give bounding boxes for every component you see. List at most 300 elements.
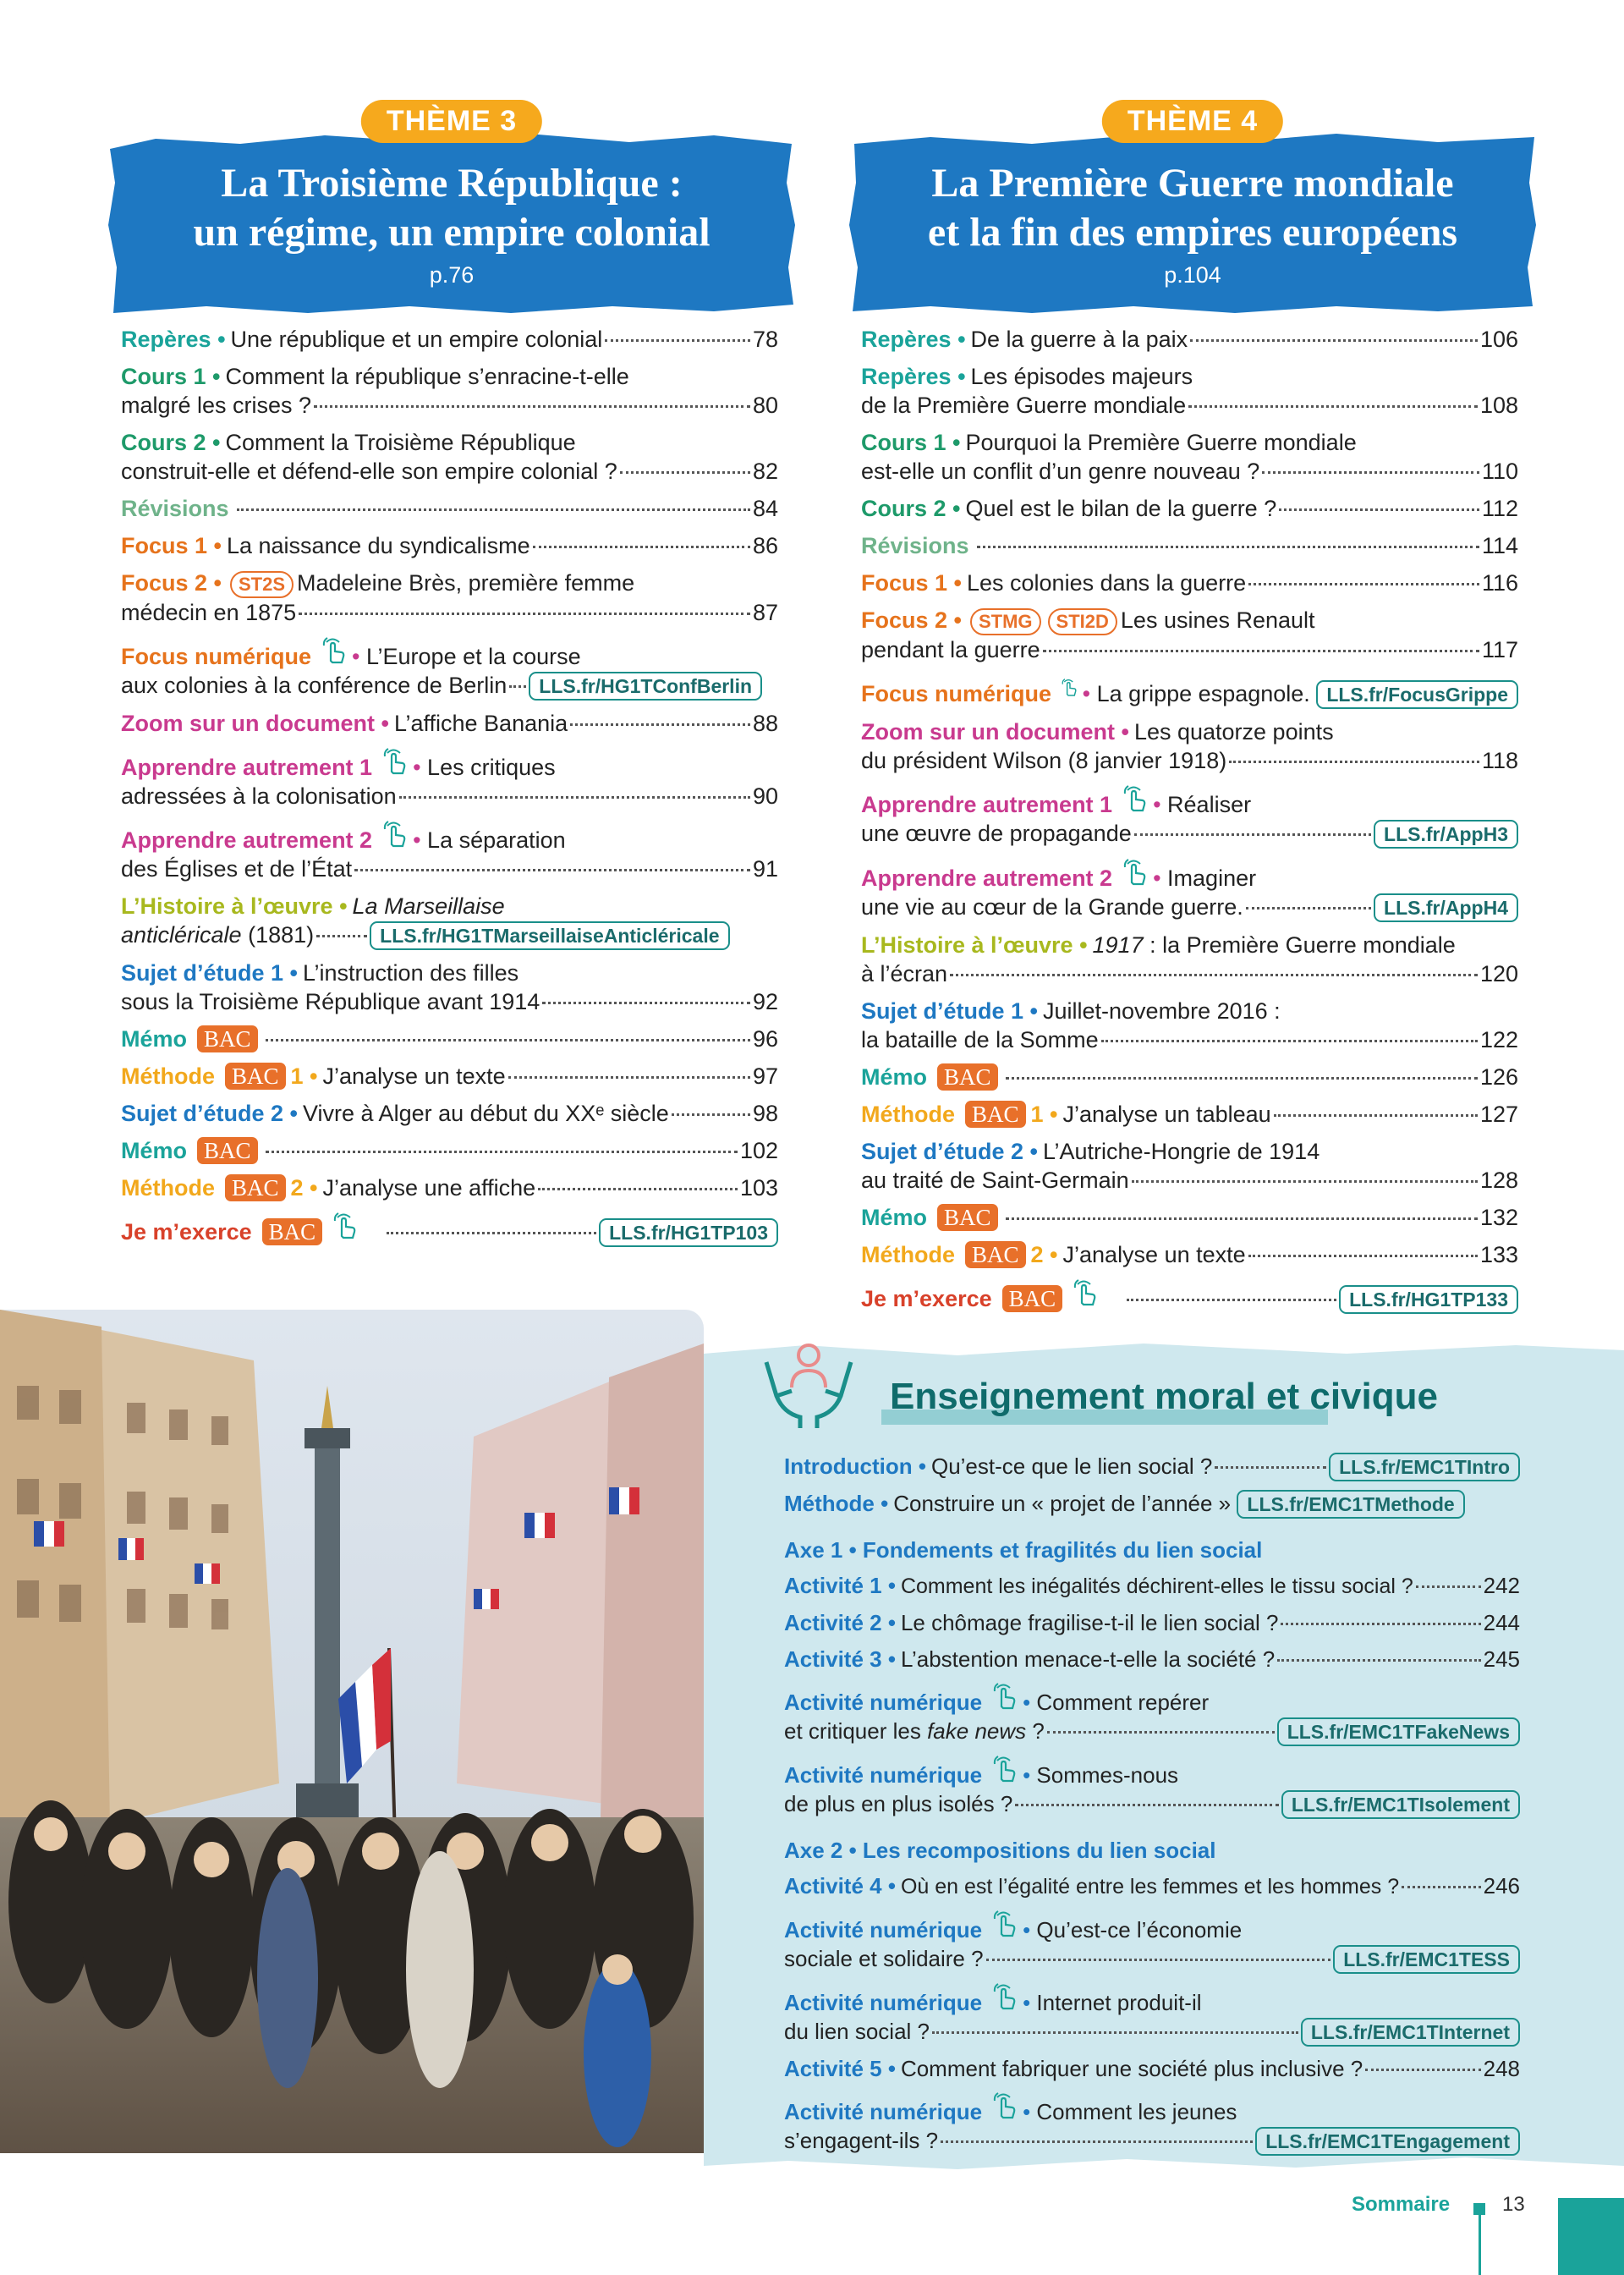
entry-text: adressées à la colonisation [121, 783, 397, 809]
emc-toc [784, 1452, 1520, 2163]
dot-leader [1365, 2069, 1480, 2071]
toc-entry[interactable] [121, 892, 778, 950]
method-number: 1 • [1030, 1102, 1058, 1127]
page-number: 126 [1479, 1064, 1518, 1090]
online-link[interactable]: LLS.fr/HG1TP103 [599, 1218, 778, 1247]
toc-entry[interactable] [121, 1099, 778, 1128]
dot-leader [1229, 761, 1479, 763]
toc-entry[interactable] [784, 1645, 1520, 1673]
page-number: 106 [1479, 327, 1518, 352]
entry-label: Mémo [861, 1205, 928, 1230]
bullet: • [413, 827, 421, 853]
dot-leader [316, 935, 367, 937]
toc-entry[interactable] [121, 569, 778, 627]
bullet: • [352, 644, 360, 669]
page-number: 114 [1481, 533, 1518, 558]
dot-leader [1127, 1299, 1336, 1301]
entry-label: Méthode [861, 1242, 955, 1267]
entry-text: Qu’est-ce l’économie [1036, 1917, 1243, 1943]
page-number: 92 [752, 989, 778, 1014]
entry-text: au traité de Saint-Germain [861, 1168, 1129, 1193]
entry-label: Mémo [121, 1138, 188, 1163]
entry-text: sous la Troisième République avant 1914 [121, 989, 540, 1014]
series-tag: STMG [970, 608, 1041, 635]
page-number: 90 [752, 783, 778, 809]
entry-label: Focus 2 • [861, 607, 962, 633]
entry-label: Je m’exerce [121, 1219, 252, 1245]
dot-leader [1215, 1466, 1326, 1469]
toc-entry[interactable] [121, 746, 778, 811]
toc-entry[interactable] [861, 362, 1518, 420]
dot-leader [1262, 471, 1479, 474]
entry-label: Activité 2 • [784, 1610, 896, 1635]
page-number: 91 [752, 856, 778, 882]
entry-label: Apprendre autrement 2 [121, 827, 373, 853]
entry-text: Les colonies dans la guerre [966, 570, 1247, 596]
entry-text: une œuvre de propagande [861, 821, 1132, 846]
entry-label: Zoom sur un document • [121, 711, 389, 736]
entry-label: Sujet d’étude 1 • [121, 960, 298, 986]
toc-entry[interactable] [861, 569, 1518, 597]
bullet: • [1023, 1690, 1031, 1715]
entry-text: anticléricale [121, 922, 242, 948]
dot-leader [1416, 1585, 1481, 1588]
toc-entry[interactable] [861, 325, 1518, 354]
entry-label: Activité 4 • [784, 1873, 896, 1899]
dot-leader [1190, 339, 1478, 342]
toc-entry[interactable] [861, 1203, 1518, 1232]
footer-rule [1479, 2215, 1481, 2275]
entry-label: Méthode [121, 1063, 215, 1089]
dot-leader [570, 723, 750, 726]
theme3-title-line1: La Troisième République : [221, 161, 683, 206]
dot-leader [977, 546, 1479, 548]
dot-leader [299, 613, 750, 615]
page-number: 108 [1479, 393, 1518, 418]
touch-hand-icon [1071, 1278, 1100, 1306]
page-number: 118 [1481, 748, 1518, 773]
touch-hand-icon [990, 1909, 1019, 1937]
toc-entry[interactable] [121, 635, 778, 701]
entry-text: J’analyse un texte [322, 1063, 506, 1089]
entry-label: Sujet d’étude 2 • [861, 1139, 1038, 1164]
page-number: 80 [752, 393, 778, 418]
dot-leader [509, 685, 526, 688]
entry-text: Sommes-nous [1036, 1762, 1179, 1788]
toc-entry[interactable] [121, 531, 778, 560]
entry-label: Apprendre autrement 1 [121, 755, 373, 780]
entry-label: Activité numérique [784, 1690, 983, 1715]
entry-text: L’Autriche-Hongrie de 1914 [1043, 1139, 1320, 1164]
bac-badge: BAC [225, 1174, 286, 1201]
online-link[interactable]: LLS.fr/EMC1TMethode [1237, 1490, 1464, 1519]
dot-leader [1402, 1886, 1481, 1888]
entry-text: L’instruction des filles [303, 960, 519, 986]
entry-text: de la Première Guerre mondiale [861, 393, 1187, 418]
touch-hand-icon [990, 1681, 1019, 1710]
dot-leader [1248, 583, 1479, 585]
theme4-page-ref: p.104 [1164, 262, 1221, 288]
dot-leader [1246, 907, 1371, 909]
toc-entry[interactable] [784, 1681, 1520, 1746]
entry-text: Quel est le bilan de la guerre ? [965, 496, 1277, 521]
toc-entry[interactable] [861, 1240, 1518, 1269]
page-number: 98 [752, 1101, 778, 1126]
entry-text: du lien social ? [784, 2019, 930, 2044]
entry-label: L’Histoire à l’œuvre • [121, 893, 348, 919]
entry-text: La séparation [427, 827, 566, 853]
page-number: 242 [1483, 1573, 1520, 1598]
bullet: • [1023, 1762, 1031, 1788]
dot-leader [314, 405, 750, 408]
dot-leader [266, 1151, 738, 1153]
page-number: 248 [1483, 2056, 1520, 2081]
entry-text: La naissance du syndicalisme [226, 533, 530, 558]
entry-text: J’analyse un tableau [1062, 1102, 1271, 1127]
entry-label: Activité numérique [784, 1917, 983, 1943]
entry-text: Comment repérer [1036, 1690, 1210, 1715]
dot-leader [1006, 1217, 1478, 1220]
entry-label: Activité 1 • [784, 1573, 896, 1598]
page-number-footer: 13 [1502, 2193, 1525, 2216]
toc-entry[interactable] [861, 997, 1518, 1054]
toc-entry[interactable] [784, 1909, 1520, 1974]
dot-leader [1277, 1659, 1480, 1662]
theme3-badge: THÈME 3 [361, 100, 542, 143]
dot-leader [542, 1002, 750, 1004]
street-celebration-painting [0, 1310, 704, 2153]
online-link[interactable]: LLS.fr/AppH3 [1374, 820, 1518, 849]
toc-entry[interactable] [784, 1489, 1520, 1519]
hands-person-icon [758, 1337, 859, 1430]
touch-hand-icon [1121, 783, 1149, 812]
entry-label: Repères • [121, 327, 226, 352]
theme4-toc [861, 325, 1518, 1322]
online-link[interactable]: LLS.fr/EMC1TInternet [1301, 2018, 1520, 2047]
bac-badge: BAC [937, 1204, 998, 1231]
touch-hand-icon [1121, 857, 1149, 886]
entry-label: L’Histoire à l’œuvre • [861, 932, 1088, 958]
theme4-title-line1: La Première Guerre mondiale [931, 161, 1454, 206]
entry-label: Zoom sur un document • [861, 719, 1129, 745]
axis-heading: Axe 1 • Fondements et fragilités du lien social [784, 1537, 1263, 1563]
dot-leader [605, 339, 750, 342]
online-link[interactable]: LLS.fr/EMC1TESS [1333, 1945, 1520, 1974]
page-number: 244 [1483, 1610, 1520, 1635]
toc-entry[interactable] [121, 1211, 778, 1247]
theme4-badge: THÈME 4 [1102, 100, 1283, 143]
dot-leader [237, 508, 750, 511]
touch-hand-icon [1060, 673, 1079, 701]
page-edge-tab [1558, 2198, 1624, 2275]
page-number: 132 [1479, 1205, 1518, 1230]
entry-text: Comment fabriquer une société plus inclusive ? [900, 2056, 1363, 2081]
toc-entry[interactable] [861, 1137, 1518, 1195]
entry-label: Apprendre autrement 1 [861, 792, 1113, 817]
entry-text: L’Europe et la course [366, 644, 581, 669]
entry-text: De la guerre à la paix [970, 327, 1188, 352]
painting-illustration [0, 1310, 704, 2153]
bullet: • [413, 755, 421, 780]
bullet: • [1153, 792, 1161, 817]
entry-label: Introduction • [784, 1453, 926, 1479]
toc-entry[interactable] [861, 1063, 1518, 1091]
toc-entry[interactable] [784, 1871, 1520, 1901]
toc-entry[interactable] [784, 1608, 1520, 1637]
series-tag: ST2S [230, 571, 294, 598]
toc-entry[interactable] [861, 494, 1518, 523]
toc-entry[interactable] [121, 494, 778, 523]
entry-label: Mémo [121, 1026, 188, 1052]
touch-hand-icon [381, 819, 409, 848]
entry-text: Comment la république s’enracine-t-elle [225, 364, 629, 389]
bac-badge: BAC [197, 1025, 258, 1052]
toc-entry[interactable] [861, 428, 1518, 486]
bac-badge: BAC [965, 1101, 1026, 1128]
entry-label: Repères • [861, 364, 966, 389]
entry-label: Activité 5 • [784, 2056, 896, 2081]
page-number: 128 [1479, 1168, 1518, 1193]
toc-entry[interactable] [861, 531, 1518, 560]
toc-entry[interactable] [121, 709, 778, 738]
entry-text: Les usines Renault [1120, 607, 1315, 633]
theme4-title [846, 159, 1539, 257]
entry-text: Où en est l’égalité entre les femmes et les hommes ? [900, 1875, 1400, 1899]
entry-text: Vivre à Alger au début du XXᵉ siècle [303, 1101, 669, 1126]
entry-text: pendant la guerre [861, 637, 1040, 662]
toc-entry[interactable] [784, 1452, 1520, 1481]
dot-leader [1101, 1040, 1478, 1042]
dot-leader [932, 2031, 1298, 2034]
bac-badge: BAC [225, 1063, 286, 1090]
theme4-title-line2: et la fin des empires européens [927, 210, 1458, 255]
toc-entry[interactable] [784, 1571, 1520, 1601]
entry-label: Méthode [121, 1175, 215, 1201]
toc-entry[interactable] [861, 1100, 1518, 1129]
bac-badge: BAC [197, 1137, 258, 1164]
dot-leader [1188, 405, 1478, 408]
entry-text: Madeleine Brès, première femme [297, 570, 635, 596]
online-link[interactable]: LLS.fr/AppH4 [1374, 893, 1518, 922]
toc-entry[interactable] [861, 1278, 1518, 1314]
bullet: • [1153, 865, 1161, 891]
dot-leader [538, 1188, 738, 1190]
toc-entry[interactable] [121, 1136, 778, 1165]
entry-text: sociale et solidaire ? [784, 1946, 984, 1971]
page-number: 87 [752, 600, 778, 625]
footer-section-label: Sommaire [1352, 2193, 1451, 2216]
dot-leader [1043, 650, 1479, 652]
entry-text: ? [1032, 1718, 1045, 1744]
online-link[interactable]: LLS.fr/HG1TConfBerlin [529, 672, 762, 701]
online-link[interactable]: LLS.fr/EMC1TIsolement [1281, 1790, 1520, 1819]
entry-text: Comment les jeunes [1036, 2099, 1237, 2124]
dot-leader [387, 1232, 596, 1234]
page-number: 122 [1479, 1027, 1518, 1052]
entry-label: Cours 1 • [121, 364, 221, 389]
bullet: • [1023, 2099, 1031, 2124]
entry-text: Juillet-novembre 2016 : [1043, 998, 1281, 1024]
toc-entry[interactable] [784, 2054, 1520, 2083]
bullet: • [1082, 681, 1091, 706]
footer-marker [1473, 2203, 1485, 2215]
toc-entry[interactable] [121, 1173, 778, 1202]
page-number: 112 [1481, 496, 1518, 521]
toc-entry[interactable] [121, 428, 778, 486]
entry-text: des Églises et de l’État [121, 856, 353, 882]
entry-label: Focus 1 • [121, 533, 222, 558]
dot-leader [1279, 508, 1479, 511]
entry-label: Focus 2 • [121, 570, 222, 596]
page-number: 117 [1481, 637, 1518, 662]
bullet: • [1023, 1917, 1031, 1943]
entry-text: La Marseillaise [352, 893, 505, 919]
online-link[interactable]: LLS.fr/HG1TMarseillaiseAnticléricale [370, 921, 729, 950]
page-number: 78 [752, 327, 778, 352]
entry-text: J’analyse une affiche [322, 1175, 536, 1201]
online-link[interactable]: LLS.fr/FocusGrippe [1316, 680, 1518, 709]
theme3-toc [121, 325, 778, 1256]
entry-text: (1881) [248, 922, 315, 948]
dot-leader [620, 471, 750, 474]
page-number: 116 [1481, 570, 1518, 596]
toc-entry[interactable] [861, 857, 1518, 922]
page-number: 96 [752, 1026, 778, 1052]
dot-leader [1134, 833, 1371, 836]
entry-text: médecin en 1875 [121, 600, 297, 625]
dot-leader [672, 1113, 750, 1116]
dot-leader [508, 1076, 750, 1079]
entry-text: J’analyse un texte [1062, 1242, 1246, 1267]
dot-leader [1274, 1114, 1478, 1117]
dot-leader [1281, 1623, 1480, 1625]
online-link[interactable]: LLS.fr/EMC1TIntro [1329, 1453, 1520, 1481]
touch-hand-icon [381, 746, 409, 775]
method-number: 2 • [290, 1175, 318, 1201]
toc-entry[interactable] [861, 931, 1518, 988]
dot-leader [1248, 1255, 1478, 1257]
dot-leader [986, 1959, 1331, 1961]
axis-heading: Axe 2 • Les recompositions du lien social [784, 1838, 1216, 1863]
entry-label: Mémo [861, 1064, 928, 1090]
entry-label: Sujet d’étude 1 • [861, 998, 1038, 1024]
toc-entry[interactable] [784, 1981, 1520, 2047]
entry-text: Internet produit-il [1036, 1990, 1202, 2015]
entry-label: Méthode • [784, 1491, 889, 1516]
entry-text: Réaliser [1167, 792, 1252, 817]
entry-label: Cours 2 • [121, 430, 221, 455]
entry-text: Qu’est-ce que le lien social ? [930, 1453, 1213, 1479]
page-number: 245 [1483, 1646, 1520, 1672]
entry-text: Les critiques [427, 755, 556, 780]
toc-entry[interactable] [121, 362, 778, 420]
entry-text: 1917 [1092, 932, 1144, 958]
touch-hand-icon [320, 635, 348, 664]
toc-entry[interactable] [861, 673, 1518, 709]
entry-label: Activité numérique [784, 1990, 983, 2015]
page-number: 103 [739, 1175, 778, 1201]
toc-entry[interactable] [784, 1754, 1520, 1819]
toc-entry[interactable] [861, 717, 1518, 775]
page-number: 110 [1481, 459, 1518, 484]
page-number: 246 [1483, 1873, 1520, 1899]
entry-label: Sujet d’étude 2 • [121, 1101, 298, 1126]
entry-text: Imaginer [1167, 865, 1257, 891]
theme3-title-line2: un régime, un empire colonial [193, 210, 710, 255]
entry-text: fake news [927, 1718, 1027, 1744]
entry-text: et critiquer les [784, 1718, 921, 1744]
entry-text: : la Première Guerre mondiale [1149, 932, 1456, 958]
entry-label: Révisions [861, 533, 969, 558]
entry-text: Comment les inégalités déchirent-elles le tissu social ? [900, 1574, 1413, 1598]
touch-hand-icon [990, 1981, 1019, 2010]
dot-leader [266, 1039, 750, 1041]
online-link[interactable]: LLS.fr/HG1TP133 [1339, 1285, 1518, 1314]
entry-text: la bataille de la Somme [861, 1027, 1099, 1052]
entry-text: une vie au cœur de la Grande guerre. [861, 894, 1243, 920]
dot-leader [1006, 1077, 1478, 1080]
entry-text: La grippe espagnole. [1096, 681, 1310, 706]
toc-entry[interactable] [121, 1025, 778, 1053]
emc-title: Enseignement moral et civique [890, 1376, 1438, 1417]
entry-label: Focus numérique [861, 681, 1052, 706]
series-tag: STI2D [1048, 608, 1117, 635]
entry-text: Les quatorze points [1133, 719, 1334, 745]
touch-hand-icon [990, 1754, 1019, 1783]
entry-label: Cours 1 • [861, 430, 961, 455]
entry-text: de plus en plus isolés ? [784, 1791, 1013, 1816]
page-number: 97 [752, 1063, 778, 1089]
entry-label: Je m’exerce [861, 1286, 992, 1311]
toc-entry[interactable] [121, 819, 778, 883]
bac-badge: BAC [965, 1241, 1026, 1268]
page-number: 82 [752, 459, 778, 484]
toc-entry[interactable] [121, 325, 778, 354]
dot-leader [950, 974, 1478, 976]
dot-leader [1047, 1731, 1275, 1734]
entry-text: Une république et un empire colonial [230, 327, 603, 352]
entry-text: du président Wilson (8 janvier 1918) [861, 748, 1227, 773]
method-number: 2 • [1030, 1242, 1058, 1267]
dot-leader [1132, 1180, 1478, 1183]
touch-hand-icon [990, 2091, 1019, 2119]
dot-leader [354, 869, 750, 871]
toc-entry[interactable] [861, 783, 1518, 849]
toc-entry[interactable] [121, 1062, 778, 1091]
entry-label: Focus numérique [121, 644, 312, 669]
dot-leader [533, 546, 750, 548]
page-number: 133 [1479, 1242, 1518, 1267]
page-number: 86 [752, 533, 778, 558]
toc-entry[interactable] [861, 606, 1518, 664]
theme3-page-ref: p.76 [429, 262, 475, 288]
entry-text: L’affiche Banania [393, 711, 568, 736]
page-number: 120 [1479, 961, 1518, 986]
entry-label: Cours 2 • [861, 496, 961, 521]
bac-badge: BAC [937, 1063, 998, 1091]
entry-text: construit-elle et défend-elle son empire colonial ? [121, 459, 617, 484]
online-link[interactable]: LLS.fr/EMC1TEngagement [1255, 2127, 1520, 2156]
entry-text: aux colonies à la conférence de Berlin [121, 673, 508, 698]
entry-label: Activité 3 • [784, 1646, 896, 1672]
online-link[interactable]: LLS.fr/EMC1TFakeNews [1277, 1717, 1520, 1746]
entry-text: s’engagent-ils ? [784, 2128, 939, 2153]
bac-badge: BAC [1002, 1285, 1063, 1312]
entry-label: Méthode [861, 1102, 955, 1127]
toc-entry[interactable] [784, 2091, 1520, 2156]
toc-entry[interactable] [121, 959, 778, 1016]
entry-label: Activité numérique [784, 1762, 983, 1788]
